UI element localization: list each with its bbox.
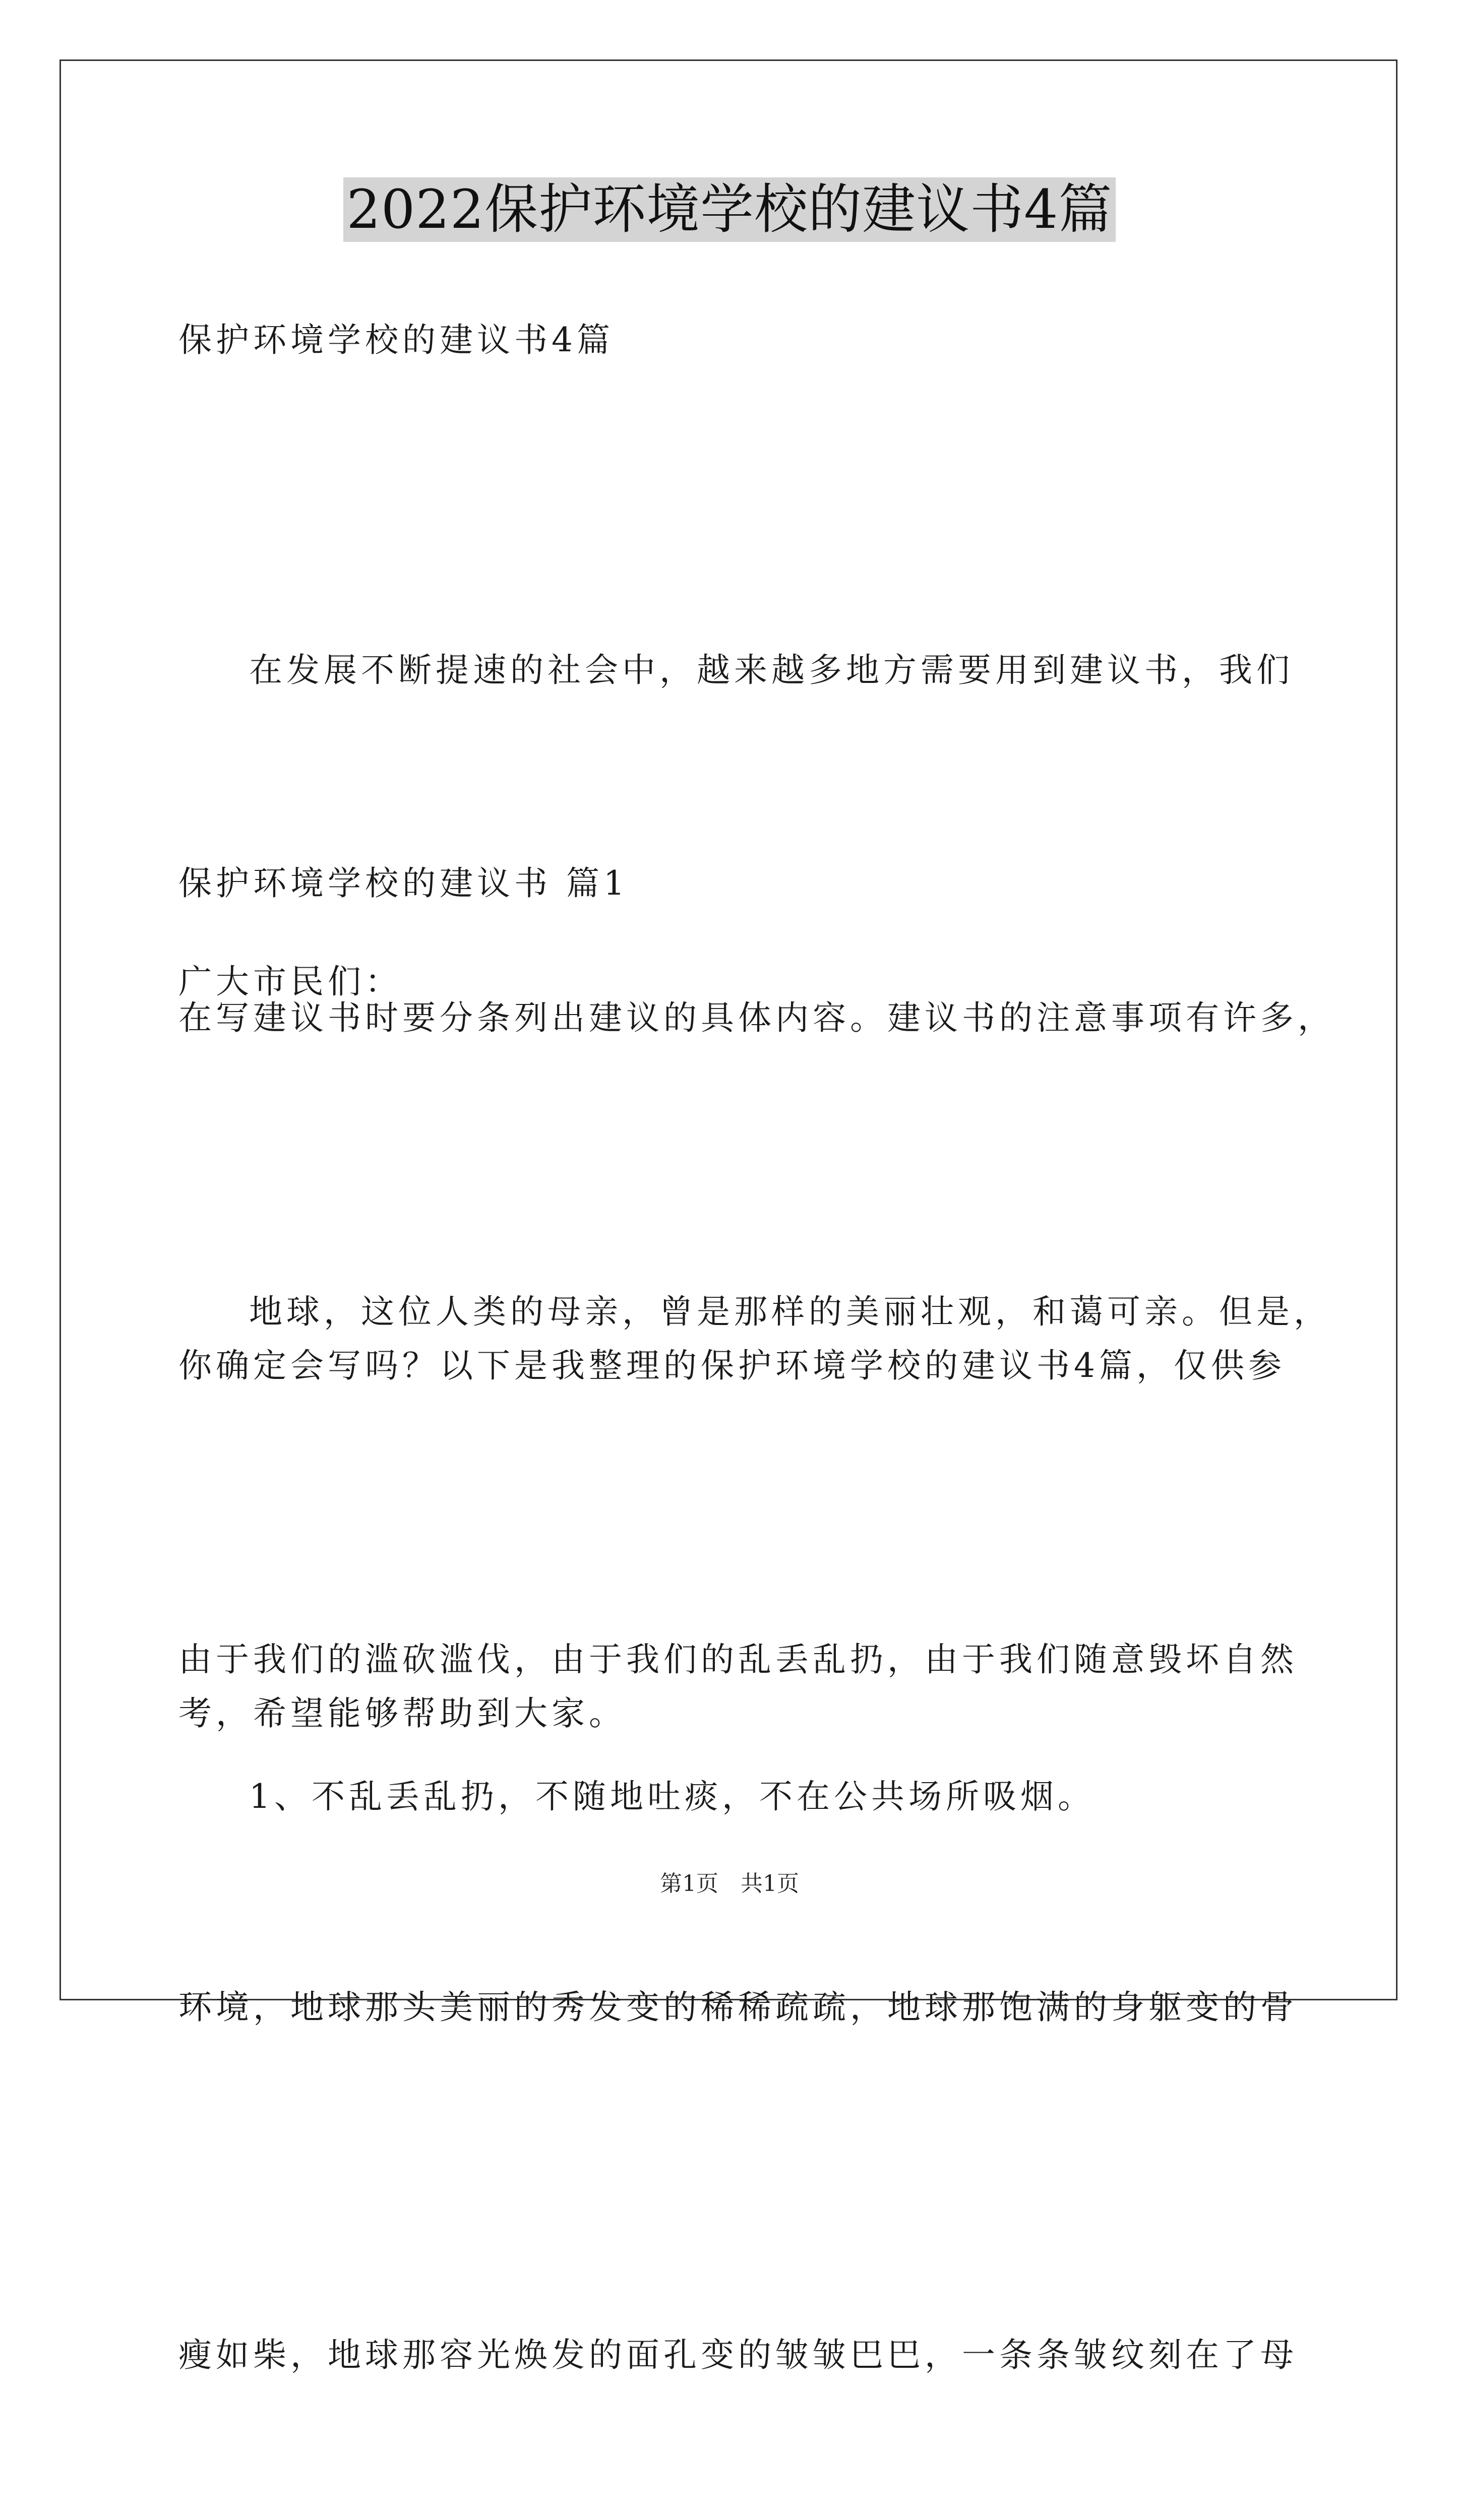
list-item-1: 1、不乱丢乱扔，不随地吐痰，不在公共场所吸烟。 [249, 1777, 1095, 1816]
intro-line: 在发展不断提速的社会中，越来越多地方需要用到建议书，我们 [249, 651, 1294, 689]
document-subtitle: 保护环境学校的建议书4篇 [178, 321, 614, 359]
document-title: 2022保护环境学校的建议书4篇 [343, 177, 1115, 242]
body-line: 环境，地球那头美丽的秀发变的稀稀疏疏，地球那饱满的身躯变的骨 [178, 1988, 1298, 2027]
title-container [0, 177, 1459, 242]
body-line: 地球，这位人类的母亲，曾是那样的美丽壮观，和蔼可亲。但是， [249, 1292, 1331, 1331]
body-line: 瘦如柴，地球那容光焕发的面孔变的皱皱巴巴，一条条皱纹刻在了母 [178, 2336, 1298, 2374]
page-footer: 第1页 共1页 [660, 1871, 799, 1897]
intro-line: 你确定会写吗？以下是我整理的保护环境学校的建议书4篇，仅供参 [178, 1346, 1286, 1385]
intro-line: 在写建议书时要分条列出建议的具体内容。建议书的注意事项有许多， [178, 998, 1335, 1037]
section-heading: 保护环境学校的建议书 篇1 [178, 864, 629, 903]
body-line: 由于我们的滥砍滥伐，由于我们的乱丢乱扔，由于我们随意毁坏自然 [178, 1640, 1298, 1679]
intro-line: 考，希望能够帮助到大家。 [178, 1694, 626, 1733]
salutation: 广大市民们： [178, 962, 402, 1001]
